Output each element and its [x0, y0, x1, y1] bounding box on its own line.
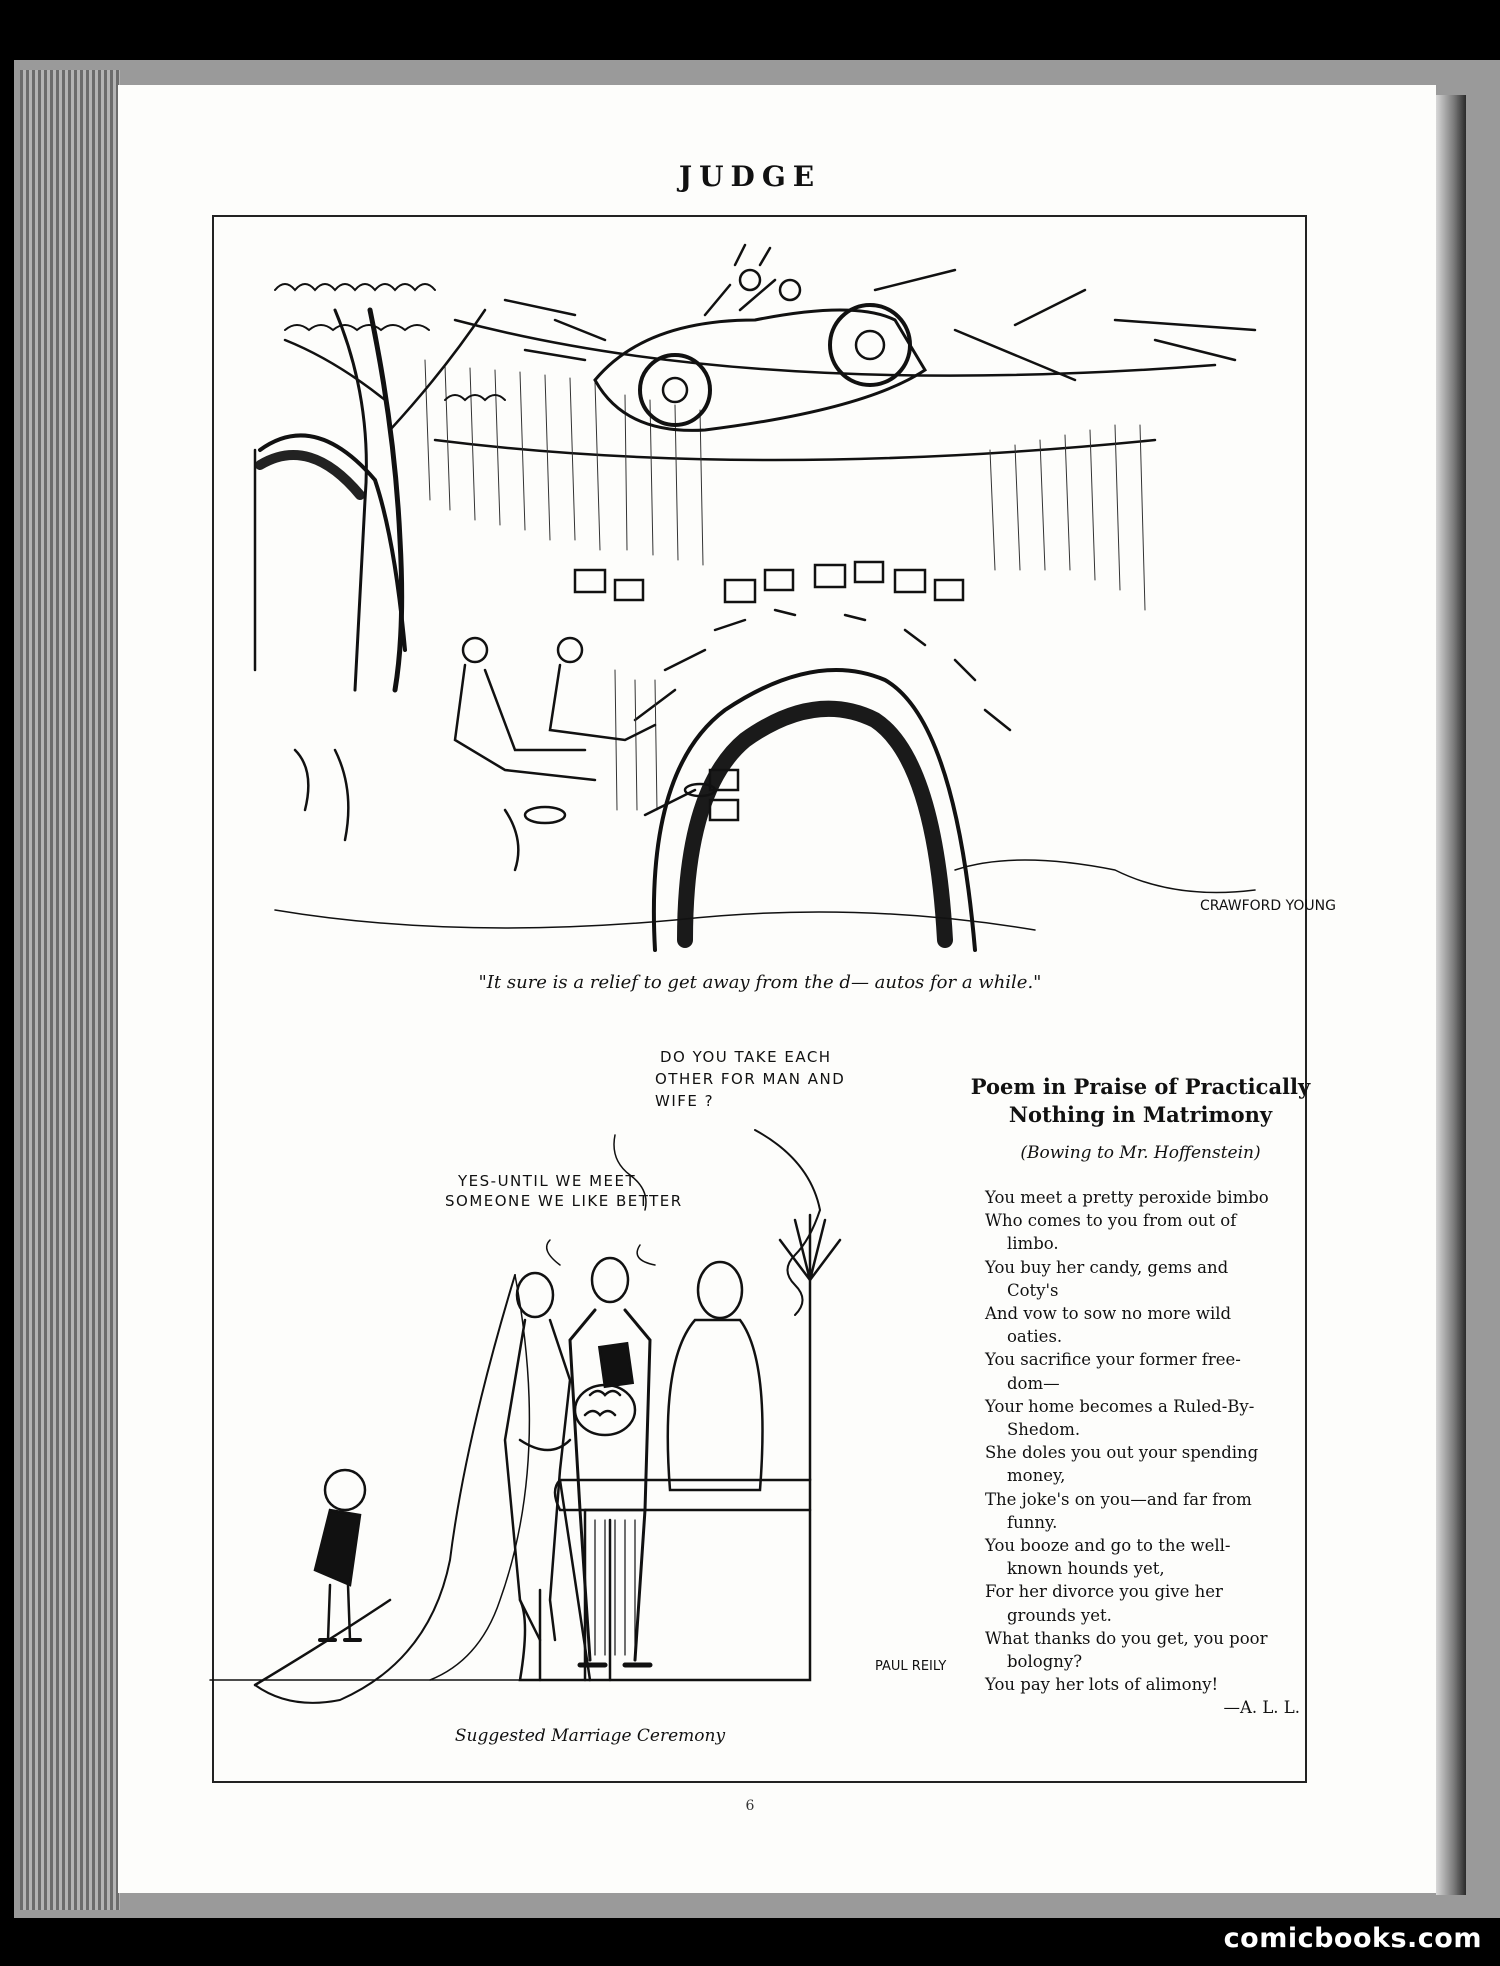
poem-signature: —A. L. L.: [1223, 1698, 1300, 1718]
poem-line: dom—: [1007, 1373, 1060, 1393]
page-edges: [20, 70, 120, 1910]
poem-title: [968, 1073, 1313, 1129]
poem-line: You meet a pretty peroxide bimbo: [985, 1188, 1269, 1207]
minister-speech-line-1: DO YOU TAKE EACH: [660, 1048, 832, 1066]
poem-line: grounds yet.: [1007, 1605, 1112, 1625]
cartoon-top-signature: CRAWFORD YOUNG: [1200, 898, 1336, 914]
poem-line: She doles you out your spending: [985, 1443, 1259, 1463]
masthead: JUDGE: [678, 160, 822, 193]
couple-speech-line-1: YES-UNTIL WE MEET: [458, 1172, 637, 1190]
poem-line: You booze and go to the well-: [985, 1536, 1231, 1556]
poem-line: You sacrifice your former free-: [985, 1350, 1241, 1370]
cartoon-top-caption: "It sure is a relief to get away from the d— autos for a while.": [478, 972, 1042, 993]
poem-line: The joke's on you—and far from: [985, 1489, 1252, 1509]
minister-speech-line-3: WIFE ?: [655, 1092, 715, 1110]
poem-line: Who comes to you from out of: [985, 1211, 1237, 1231]
poem-line: Shedom.: [1007, 1420, 1081, 1440]
page-right-edge: [1436, 95, 1466, 1895]
poem-line: oaties.: [1007, 1327, 1063, 1347]
poem-line: Your home becomes a Ruled-By-: [985, 1396, 1255, 1416]
page-number: 6: [745, 1798, 755, 1814]
cartoon-bottom-caption: Suggested Marriage Ceremony: [454, 1726, 726, 1746]
couple-speech-line-2: SOMEONE WE LIKE BETTER: [445, 1192, 683, 1210]
poem-body: [985, 1186, 1320, 1720]
cartoon-bottom-signature: PAUL REILY: [875, 1659, 947, 1674]
poem-line: bologny?: [1007, 1652, 1083, 1672]
poem-line: And vow to sow no more wild: [985, 1304, 1232, 1324]
cartoon-wedding-illustration: [250, 1040, 970, 1720]
poem-title-line-1: Poem in Praise of Practically: [970, 1074, 1311, 1099]
poem-line: limbo.: [1007, 1234, 1059, 1254]
minister-speech-line-2: OTHER FOR MAN AND: [655, 1070, 846, 1088]
poem-line: You buy her candy, gems and: [985, 1257, 1229, 1277]
poem-line: For her divorce you give her: [985, 1582, 1223, 1602]
poem-title-line-2: Nothing in Matrimony: [1008, 1102, 1273, 1127]
site-watermark: comicbooks.com: [1223, 1923, 1482, 1954]
poem-line: What thanks do you get, you poor: [985, 1628, 1268, 1648]
poem-subtitle: (Bowing to Mr. Hoffenstein): [1020, 1143, 1261, 1163]
poem-line: money,: [1007, 1466, 1066, 1486]
poem-line: You pay her lots of alimony!: [985, 1675, 1219, 1695]
poem-line: funny.: [1007, 1512, 1058, 1532]
poem-line: known hounds yet,: [1007, 1559, 1165, 1579]
cartoon-bridge-illustration: [255, 250, 1336, 970]
poem-line: Coty's: [1007, 1280, 1059, 1300]
